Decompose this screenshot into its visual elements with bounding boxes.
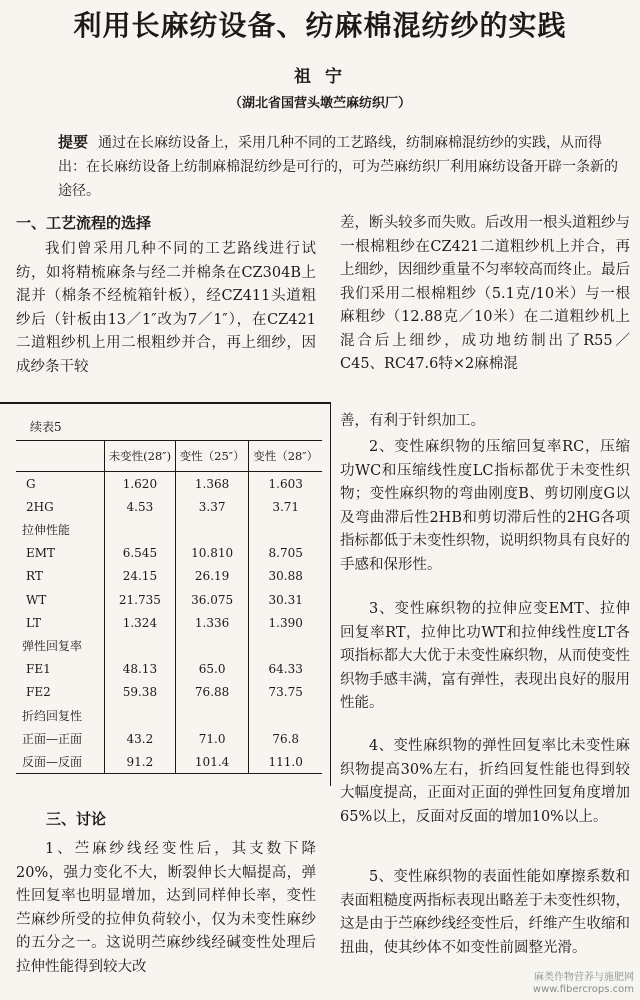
table-side-rule [330, 402, 331, 786]
table-cell: 1.368 [175, 472, 249, 496]
table-header-cell: 变性（25″） [175, 441, 249, 472]
table-cell: 1.336 [175, 611, 249, 634]
table-cell: 拉伸性能 [22, 523, 71, 538]
table-cell: 2HG [26, 499, 54, 514]
table-cell: LT [26, 615, 41, 630]
section-1-paragraph: 我们曾采用几种不同的工艺路线进行试纺，如将精梳麻条与经二并棉条在CZ304B上混并（棉条不经梳箱针板），经CZ411头道粗纱后（针板由13／1″改为7／1″），在CZ421二道粗纱机上用二根粗纱并合，再上细纱，因成纱条干较 [16, 241, 316, 375]
table-cell: 4.53 [105, 495, 176, 518]
right-paragraph-3: 3、变性麻织物的拉伸应变EMT、拉伸回复率RT，拉伸比功WT和拉伸线性度LT各项指标都大大优于未变性麻织物，从而使变性织物手感丰满，富有弹性，表现出良好的服用性能。 [340, 601, 630, 711]
table-cell [249, 634, 322, 657]
table-row [16, 542, 322, 565]
table-cell: 111.0 [249, 750, 322, 774]
table-cell [249, 518, 322, 541]
article-title: 利用长麻纺设备、纺麻棉混纺纱的实践 [73, 9, 567, 42]
table-cell: 6.545 [105, 542, 176, 565]
abstract-label: 提要 [58, 133, 89, 151]
table-caption: 续表5 [30, 420, 62, 434]
table-cell: 8.705 [249, 542, 322, 565]
table-cell: 弹性回复率 [22, 639, 83, 654]
table-cell [249, 704, 322, 727]
table-cell [105, 634, 176, 657]
table-cell: 3.37 [175, 495, 249, 518]
table-cell: 30.31 [249, 588, 322, 611]
table-cell: 36.075 [175, 588, 249, 611]
table-cell: 折绉回复性 [22, 708, 83, 723]
table-row [16, 634, 322, 657]
section-1-heading: 一、工艺流程的选择 [16, 214, 152, 232]
table-cell: G [26, 476, 36, 491]
table-row [16, 518, 322, 541]
right-paragraph-0: 善，有利于针织加工。 [340, 413, 485, 429]
table-cell: 76.88 [175, 681, 249, 704]
table-cell: 30.88 [249, 565, 322, 588]
watermark [533, 972, 634, 996]
table-cell: 71.0 [175, 727, 249, 750]
table-row [16, 611, 322, 634]
author-affiliation: （湖北省国营头墩苎麻纺织厂） [228, 96, 411, 111]
author-name: 祖 宁 [294, 67, 346, 87]
table-row [16, 588, 322, 611]
table-row [16, 495, 322, 518]
table-cell: 10.810 [175, 542, 249, 565]
table-cell: RT [26, 569, 43, 584]
table-cell: 65.0 [175, 658, 249, 681]
table-cell: 64.33 [249, 658, 322, 681]
table-cell: 1.390 [249, 611, 322, 634]
table-cell [175, 704, 249, 727]
right-paragraph-4: 4、变性麻织物的弹性回复率比未变性麻织物提高30%左右，折绉回复性能也得到较大幅度提高，正面对正面的弹性回复角度增加65%以上，反面对反面的增加10%以上。 [340, 738, 630, 825]
table-row [16, 750, 322, 774]
table-cell [175, 518, 249, 541]
table-cell: EMT [26, 546, 56, 561]
table-row [16, 704, 322, 727]
table-cell [105, 704, 176, 727]
table-cell: 48.13 [105, 658, 176, 681]
table-row [16, 727, 322, 750]
table-header-cell: 变性（28″） [249, 441, 322, 472]
table-cell: 正面—正面 [22, 732, 83, 747]
section-3-heading: 三、讨论 [46, 810, 107, 828]
table-cell: 73.75 [249, 681, 322, 704]
table-cell: 91.2 [105, 750, 176, 774]
table-cell: 43.2 [105, 727, 176, 750]
table-cell: FE2 [26, 685, 51, 700]
section-3-paragraph-1: 1、苎麻纱线经变性后，其支数下降20%，强力变化不大，断裂伸长大幅提高，弹性回复率也明显增加，达到同样伸长率，变性苎麻纱所受的拉伸负荷较小，仅为未变性麻纱的五分之一。这说明苎麻纱线经碱变性处理后拉伸性能得到较大改 [16, 841, 316, 975]
abstract-text: 通过在长麻纺设备上，采用几种不同的工艺路线，纺制麻棉混纺纱的实践，从而得出：在长麻纺设备上纺制麻棉混纺纱是可行的，可为苎麻纺织厂利用麻纺设备开辟一条新的途径。 [58, 135, 618, 199]
abstract [58, 130, 618, 203]
right-paragraph-2: 2、变性麻织物的压缩回复率RC，压缩功WC和压缩线性度LC指标都优于未变性织物；变性麻织物的弯曲刚度B、剪切刚度G以及弯曲滞后性2HB和剪切滞后性的2HG各项指标都低于未变性织物，说明织物具有良好的手感和保形性。 [340, 439, 630, 573]
table-cell: 21.735 [105, 588, 176, 611]
table-row [16, 565, 322, 588]
table-cell [105, 518, 176, 541]
table-cell: 反面—反面 [16, 750, 105, 774]
table-cell: 1.603 [249, 472, 322, 496]
table-cell: 1.620 [105, 472, 176, 496]
watermark-line-2: www.fibercrops.com [532, 984, 634, 995]
table-cell: 59.38 [105, 681, 176, 704]
table-row [16, 681, 322, 704]
table-header-row [16, 441, 322, 472]
table-top-rule [0, 402, 330, 404]
table-row [16, 472, 322, 496]
table-header-cell: 未变性(28″) [105, 441, 176, 472]
table-cell [175, 634, 249, 657]
data-table [16, 440, 322, 774]
table-cell: WT [26, 592, 47, 607]
table-cell: 76.8 [249, 727, 322, 750]
table-cell: 3.71 [249, 495, 322, 518]
table-cell: 26.19 [175, 565, 249, 588]
right-column-paragraph: 差，断头较多而失败。后改用一根头道粗纱与一根棉粗纱在CZ421二道粗纱机上并合，再上细纱，因细纱重量不匀率较高而终止。最后我们采用二根棉粗纱（5.1克/10米）与一根麻粗纱（12.88克／10米）在二道粗纱机上混合后上细纱，成功地纺制出了R55／C45、RC47.6特×2麻棉混 [340, 215, 630, 372]
table-header-cell [16, 441, 105, 472]
table-cell: 1.324 [105, 611, 176, 634]
table-row [16, 658, 322, 681]
table-cell: 24.15 [105, 565, 176, 588]
table-cell: FE1 [26, 662, 51, 677]
watermark-line-1: 麻类作物营养与施肥网 [534, 972, 634, 983]
right-paragraph-5: 5、变性麻织物的表面性能如摩擦系数和表面粗糙度两指标表现出略差于未变性织物，这是由于苎麻纱线经变性后，纤维产生收缩和扭曲，使其纱体不如变性前圆整光滑。 [340, 869, 630, 956]
table-cell: 101.4 [175, 750, 249, 774]
